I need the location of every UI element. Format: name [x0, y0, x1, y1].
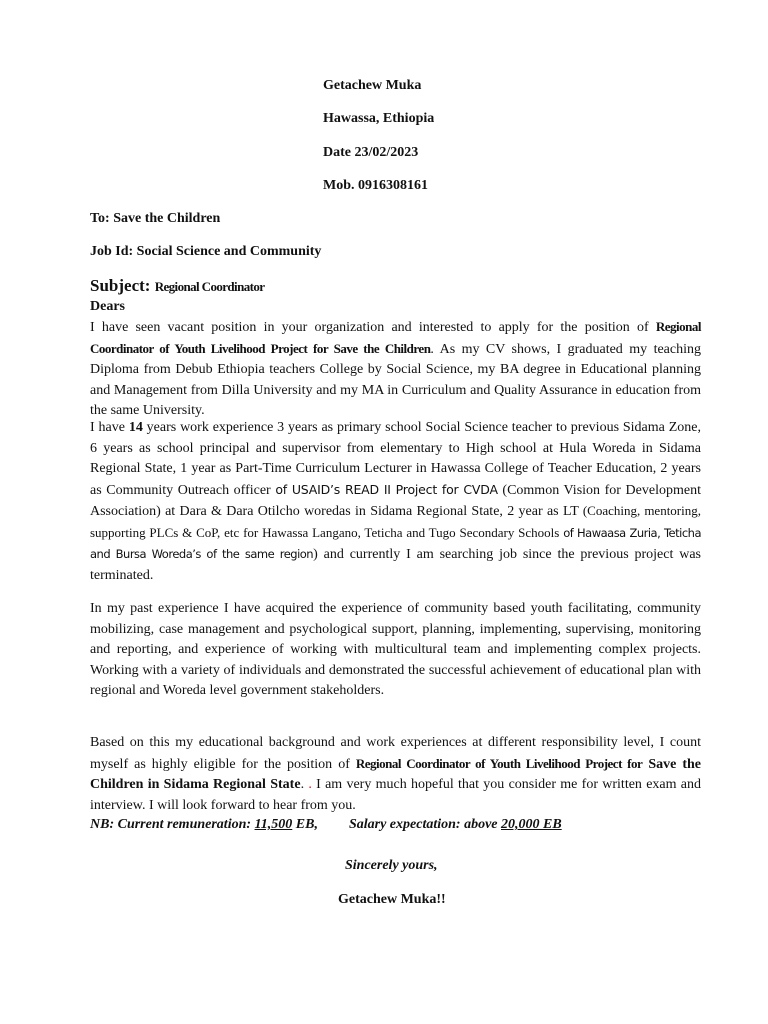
recipient-to: To: Save the Children [90, 211, 221, 226]
current-remuneration: 11,500 [254, 817, 293, 832]
note-prefix: NB: Current remuneration: [90, 817, 255, 832]
p4-red-dot: . [308, 777, 312, 792]
p4-bold-1: Regional Coordinator of Youth Livelihood Project for [355, 755, 643, 771]
subject-line [90, 276, 264, 297]
p2-years: 14 [128, 420, 143, 435]
closing: Sincerely yours, [345, 858, 438, 873]
subject-label: Subject: [90, 276, 155, 295]
p4-bold-2: Save the Children in Sidama Regional State [90, 756, 701, 792]
p2-text-2: years work experience 3 years as primary school Social Science teacher to previous Sidama Zone, 6 years as school principal and supervisor from elementary to High school at Hula Woreda in Sidama Regional State, 1 year as Part-Time Curriculum Lecturer in Hawassa College of Teacher Education, 2 years as Community Outreach officer [90, 420, 701, 498]
p2-text-5: (Coaching, mentoring, supporting PLCs & CoP, etc for Hawassa Langano, Teticha and Tugo Secondary Schools [90, 503, 701, 540]
p1-text-2: . As my CV shows, I graduated my teaching Diploma from Debub Ethiopia teachers College by Social Science, my BA degree in Educational planning and Management from Dilla University and my MA in Curriculum and Quality Assurance in education from the same University. [90, 341, 701, 418]
p3-text: In my past experience I have acquired the experience of community based youth facilitating, community mobilizing, case management and psychological support, planning, implementing, supervising, monitoring and reporting, and experience of working with multicultural team and implementing complex projects. Working with a variety of individuals and demonstrated the successful achievement of educational plan with regional and Woreda level government stakeholders. [90, 601, 701, 698]
p2-text-6: of Hawaasa Zuria, Teticha and Bursa Woreda’s of the same region [90, 525, 701, 561]
letter-date: Date 23/02/2023 [323, 144, 419, 160]
subject-text: Regional Coordinator [154, 279, 265, 294]
paragraph-past-experience [90, 599, 701, 702]
p4-text-1: Based on this my educational background and work experiences at different responsibility level, I count myself as highly eligible for the position of [90, 735, 701, 772]
p4-text-2: . [300, 777, 309, 792]
expectation-prefix: Salary expectation: above [348, 817, 501, 832]
job-id: Job Id: Social Science and Community [90, 244, 322, 259]
current-unit: EB, [292, 817, 318, 832]
p2-text-1: I have [90, 420, 129, 435]
sender-block [323, 76, 434, 209]
recipient-block [90, 209, 321, 275]
signature: Getachew Muka!! [338, 892, 446, 907]
sender-name: Getachew Muka [323, 78, 422, 93]
paragraph-eligibility [90, 733, 701, 816]
paragraph-intro [90, 317, 701, 422]
paragraph-experience [90, 418, 701, 586]
sender-mobile: Mob. 0916308161 [323, 177, 428, 193]
salary-note [90, 815, 562, 835]
salutation: Dears [90, 299, 125, 314]
p2-text-4: (Common Vision for Development Association) at Dara & Dara Otilcho woredas in Sidama Regional State, 2 year as LT [90, 482, 701, 519]
p2-text-3: of USAID’s READ II Project for CVDA [275, 481, 498, 497]
sender-location: Hawassa, Ethiopia [323, 111, 435, 127]
salary-expectation: 20,000 EB [501, 817, 562, 832]
p1-bold-2: Coordinator of Youth Livelihood Project for Save the Children [90, 340, 431, 356]
p2-text-7: ) and currently I am searching job since the previous project was terminated. [90, 547, 702, 583]
p4-text-3: I am very much hopeful that you consider me for written exam and interview. I will look forward to hear from you. [90, 777, 702, 813]
p1-bold-1: Regional [655, 319, 701, 334]
p1-text-1: I have seen vacant position in your organization and interested to apply for the position of [90, 320, 656, 335]
